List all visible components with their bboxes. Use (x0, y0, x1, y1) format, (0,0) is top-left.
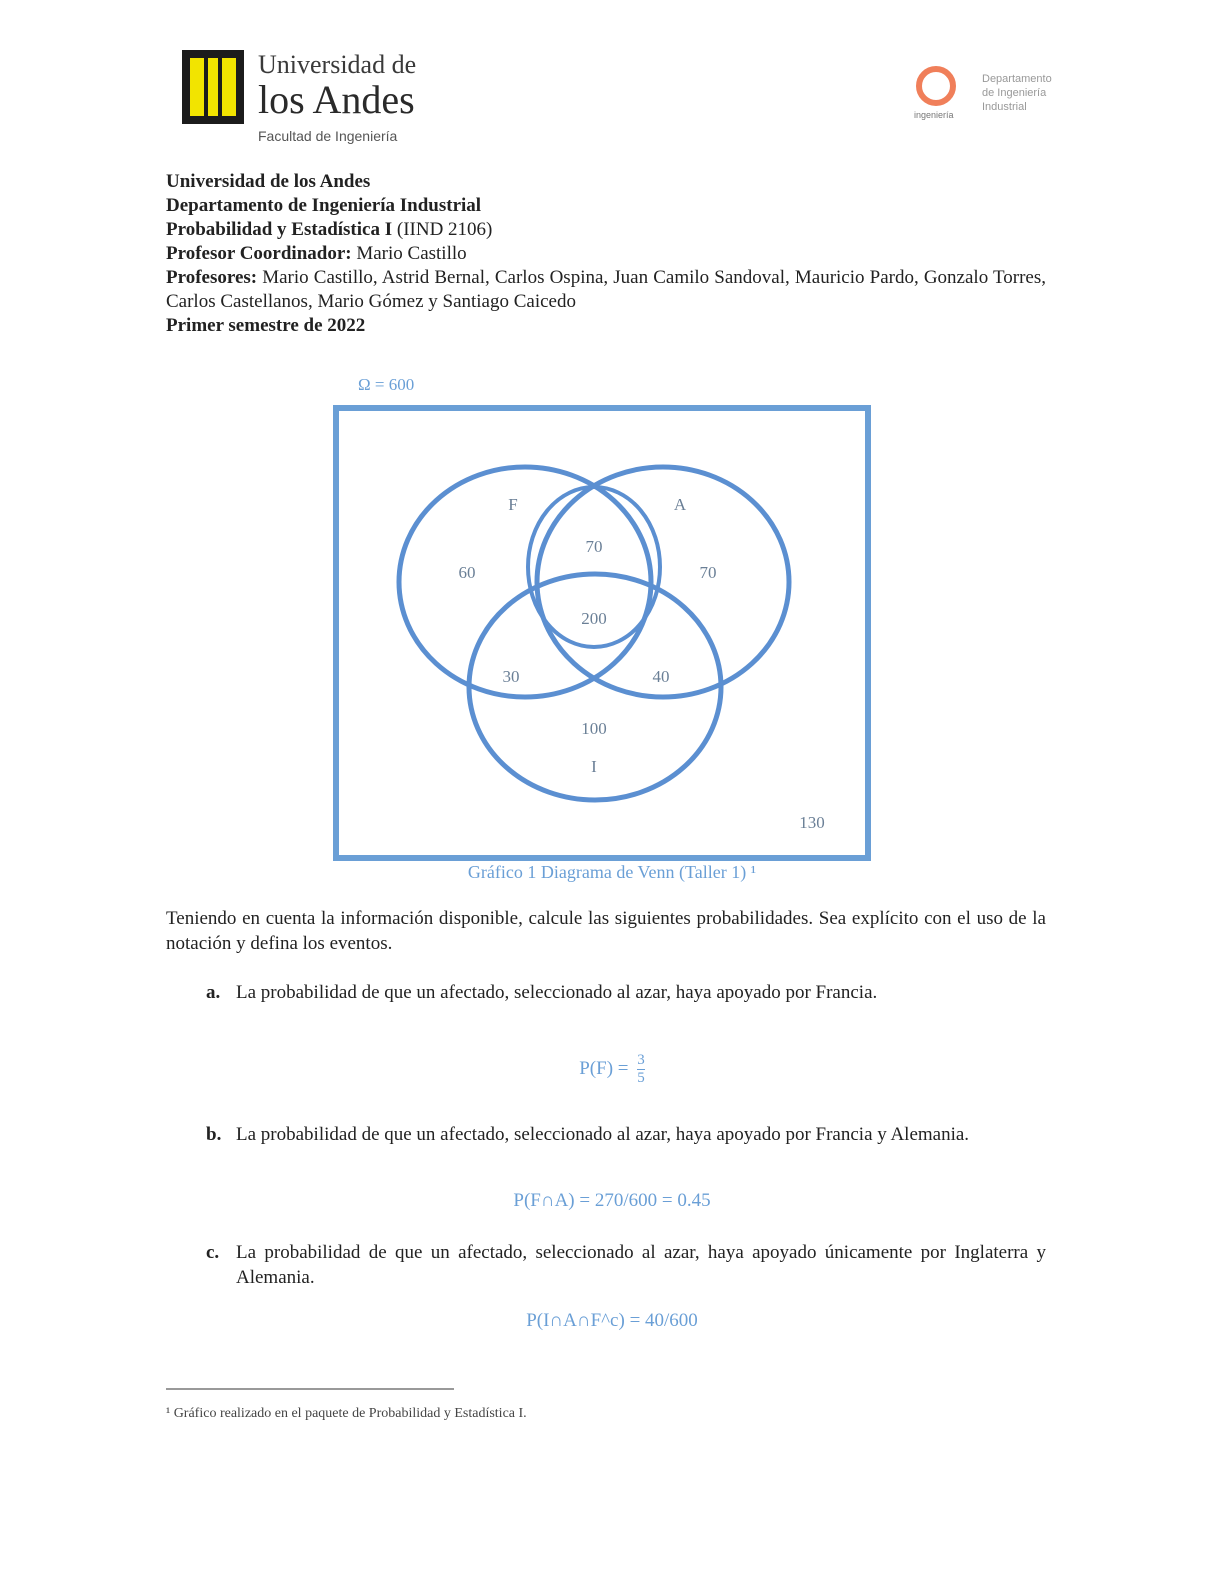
set-a-circle (537, 467, 789, 697)
logo-line1: Universidad de (258, 50, 417, 79)
answer-a-fraction (637, 1052, 645, 1087)
header-department: Departamento de Ingeniería Industrial (166, 195, 482, 216)
set-i-label: I (591, 757, 597, 776)
figure-caption: Gráfico 1 Diagrama de Venn (Taller 1) ¹ (467, 862, 757, 882)
set-f-circle (399, 467, 651, 697)
department-logo (910, 62, 1070, 122)
logo-line2: los Andes (258, 77, 415, 122)
region-f-a-i: 200 (581, 609, 607, 628)
university-logo (182, 46, 442, 156)
department-name: Departamento de Ingeniería Industrial (982, 73, 1052, 113)
question-b-label: b. (206, 1124, 222, 1145)
footnote: ¹ Gráfico realizado en el paquete de Probabilidad y Estadística I. (166, 1406, 527, 1421)
question-c-label: c. (206, 1242, 220, 1263)
logo-subtitle: Facultad de Ingeniería (258, 128, 398, 144)
answer-a-denominator: 5 (637, 1070, 645, 1086)
region-a-only: 70 (699, 563, 717, 582)
header-professors: Profesores: Mario Castillo, Astrid Bernal, Carlos Ospina, Juan Camilo Sandoval, Mauricio Pardo, Gonzalo Torres, Carlos Castellanos, Mario Gómez y Santiago Caicedo (166, 267, 1046, 312)
set-f-label: F (508, 495, 518, 514)
question-c-text: La probabilidad de que un afectado, seleccionado al azar, haya apoyado únicamente por Inglaterra y Alemania. (236, 1242, 1046, 1288)
venn-diagram (330, 372, 890, 872)
question-a-text: La probabilidad de que un afectado, seleccionado al azar, haya apoyado por Francia. (236, 982, 878, 1003)
question-b (206, 1122, 1046, 1147)
region-outside: 130 (799, 813, 825, 832)
region-i-only: 100 (581, 719, 607, 738)
answer-a-prefix: P(F) = (579, 1057, 629, 1079)
header-course: Probabilidad y Estadística I (IIND 2106) (166, 219, 493, 240)
omega-label: Ω = 600 (358, 375, 415, 394)
sample-space-frame (336, 408, 868, 858)
answer-a-numerator: 3 (637, 1052, 645, 1068)
answer-b: P(F∩A) = 270/600 = 0.45 (513, 1190, 711, 1211)
question-a-label: a. (206, 982, 221, 1003)
set-a-label: A (673, 495, 687, 514)
region-a-i: 40 (652, 667, 670, 686)
intro-paragraph: Teniendo en cuenta la información disponible, calcule las siguientes probabilidades. Sea explícito con el uso de la notación y defina los eventos. (166, 908, 1046, 954)
answer-a (0, 1052, 1224, 1087)
region-f-i: 30 (502, 667, 520, 686)
question-b-text: La probabilidad de que un afectado, seleccionado al azar, haya apoyado por Francia y Alemania. (236, 1124, 970, 1145)
header-university: Universidad de los Andes (166, 171, 371, 192)
header-coordinator: Profesor Coordinador: Mario Castillo (166, 243, 467, 264)
answer-c: P(I∩A∩F^c) = 40/600 (526, 1310, 698, 1331)
footnote-rule (166, 1388, 454, 1390)
question-c (206, 1240, 1046, 1290)
document-header (166, 170, 1046, 338)
region-f-a: 70 (585, 537, 603, 556)
header-semester: Primer semestre de 2022 (166, 315, 366, 336)
shield-icon (182, 50, 244, 124)
department-emblem-label: ingeniería (914, 110, 954, 120)
region-f-only: 60 (458, 563, 476, 582)
question-a (206, 980, 1046, 1005)
department-emblem-icon (916, 66, 956, 106)
